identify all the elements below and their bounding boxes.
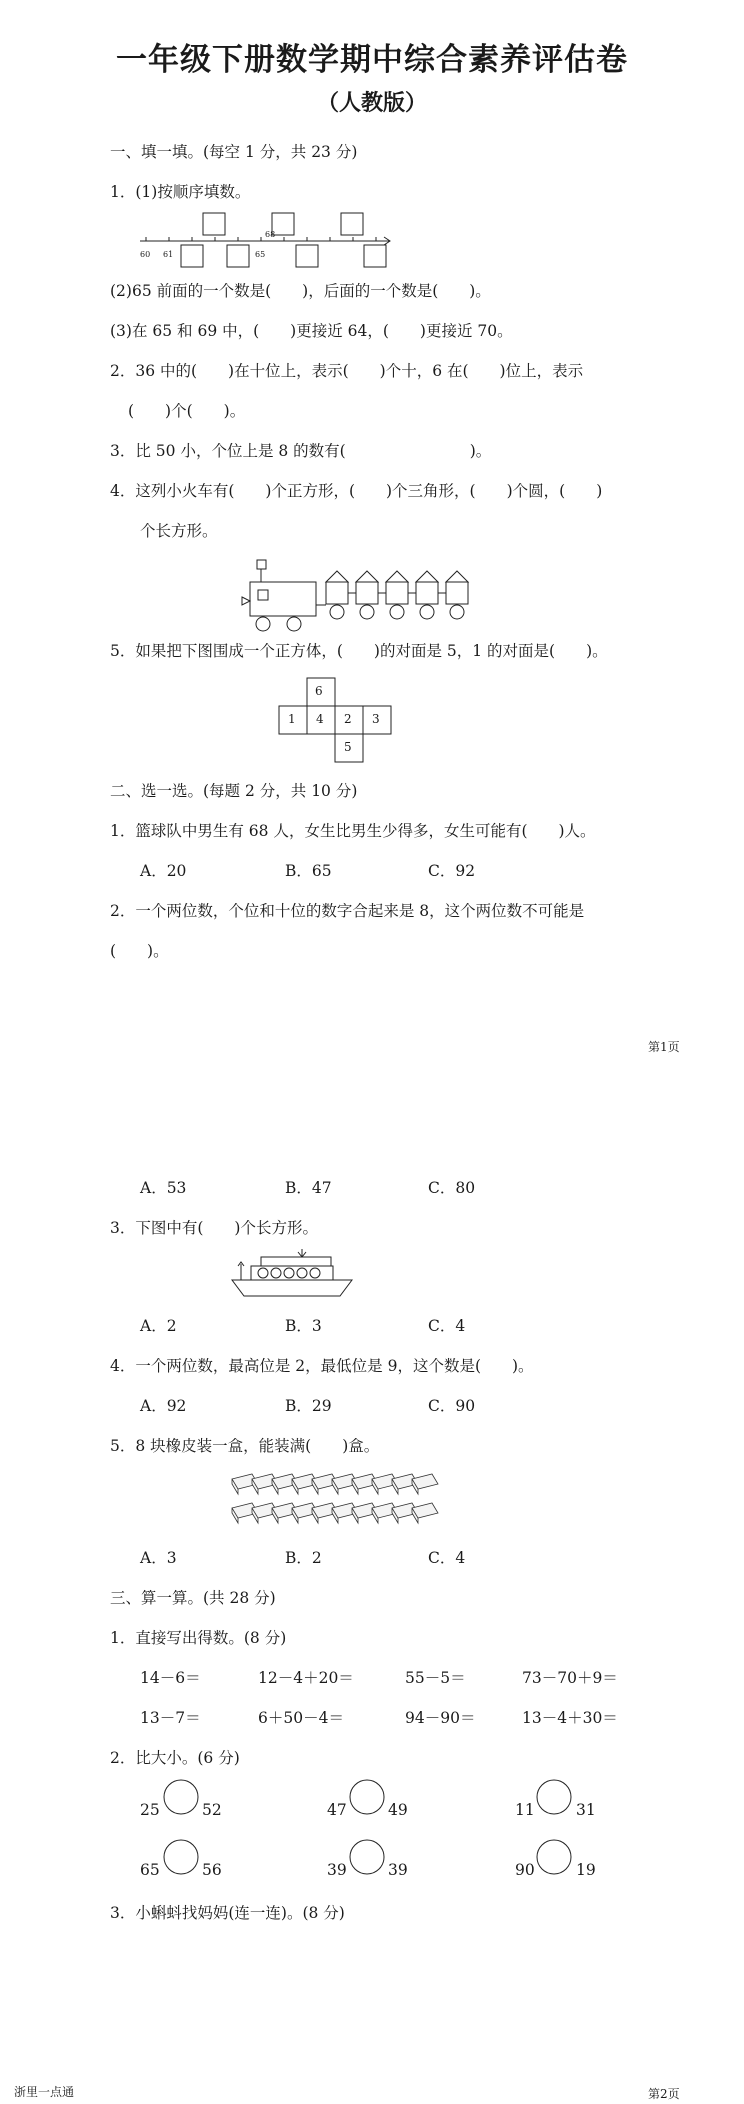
s2-q2-option-a: A．53: [140, 1179, 187, 1197]
s2-q5-option-b: B．2: [285, 1549, 322, 1567]
compare-circle: [350, 1840, 384, 1874]
s2-q4: 4．一个两位数，最高位是 2，最低位是 9，这个数是( )。: [110, 1357, 534, 1375]
s3-q3: 3．小蝌蚪找妈妈(连一连)。(8 分): [110, 1904, 345, 1922]
calc-r2-c2: 6＋50－4＝: [258, 1709, 344, 1727]
section2-heading: 二、选一选。(每题 2 分，共 10 分): [110, 782, 358, 800]
s2-q3-option-b: B．3: [285, 1317, 322, 1335]
section1-heading: 一、填一填。(每空 1 分，共 23 分): [110, 143, 358, 161]
page-subtitle: （人教版）: [316, 91, 427, 116]
s2-q5-option-c: C．4: [428, 1549, 466, 1567]
cmp-1-right: 52: [202, 1801, 222, 1819]
numberline-label-65: 65: [255, 250, 266, 259]
net-label-1: 1: [288, 712, 296, 726]
calc-r1-c4: 73－70＋9＝: [522, 1669, 618, 1687]
s1-q2-line2: ( )个( )。: [128, 402, 246, 420]
page1-footer: 第1页: [648, 1040, 680, 1054]
s2-q2-option-b: B．47: [285, 1179, 332, 1197]
s1-q4-line1: 4．这列小火车有( )个正方形，( )个三角形，( )个圆，( ): [110, 482, 603, 500]
net-label-3: 3: [372, 712, 380, 726]
s2-q5: 5．8 块橡皮装一盒，能装满( )盒。: [110, 1437, 380, 1455]
s2-q4-option-b: B．29: [285, 1397, 332, 1415]
numberline-label-60: 60: [140, 250, 151, 259]
calc-r2-c3: 94－90＝: [405, 1709, 476, 1727]
page-title: 一年级下册数学期中综合素养评估卷: [116, 42, 628, 78]
s2-q2-option-c: C．80: [428, 1179, 476, 1197]
s1-q1-part1: 1．(1)按顺序填数。: [110, 183, 251, 201]
compare-circle: [537, 1780, 571, 1814]
s2-q2-line1: 2．一个两位数，个位和十位的数字合起来是 8，这个两位数不可能是: [110, 902, 585, 920]
s2-q3-option-c: C．4: [428, 1317, 466, 1335]
s2-q4-option-a: A．92: [140, 1397, 187, 1415]
s1-q5: 5．如果把下图围成一个正方体，( )的对面是 5，1 的对面是( )。: [110, 642, 608, 660]
numberline-label-61: 61: [163, 250, 174, 259]
s1-q2-line1: 2．36 中的( )在十位上，表示( )个十，6 在( )位上，表示: [110, 362, 584, 380]
compare-circle: [164, 1840, 198, 1874]
page2-footer: 第2页: [648, 2087, 680, 2101]
net-label-5: 5: [344, 740, 352, 754]
compare-circle: [350, 1780, 384, 1814]
cmp-4-right: 56: [202, 1861, 222, 1879]
net-label-4: 4: [316, 712, 324, 726]
s1-q4-line2: 个长方形。: [140, 522, 218, 540]
calc-r1-c1: 14－6＝: [140, 1669, 201, 1687]
cmp-2-left: 47: [327, 1801, 347, 1819]
s3-q1: 1．直接写出得数。(8 分): [110, 1629, 287, 1647]
calc-r2-c1: 13－7＝: [140, 1709, 201, 1727]
cmp-4-left: 65: [140, 1861, 160, 1879]
s2-q3-option-a: A．2: [140, 1317, 177, 1335]
footer-brand: 浙里一点通: [14, 2085, 75, 2099]
s2-q1-option-b: B．65: [285, 862, 332, 880]
net-label-2: 2: [344, 712, 352, 726]
s1-q1-part2: (2)65 前面的一个数是( )，后面的一个数是( )。: [110, 282, 491, 300]
cmp-3-right: 31: [576, 1801, 596, 1819]
compare-circle: [164, 1780, 198, 1814]
s1-q1-part3: (3)在 65 和 69 中，( )更接近 64，( )更接近 70。: [110, 322, 513, 340]
cmp-6-left: 90: [515, 1861, 535, 1879]
calc-r2-c4: 13－4＋30＝: [522, 1709, 618, 1727]
s1-q3: 3．比 50 小，个位上是 8 的数有( )。: [110, 442, 492, 460]
cmp-6-right: 19: [576, 1861, 596, 1879]
cmp-1-left: 25: [140, 1801, 160, 1819]
s2-q1: 1．篮球队中男生有 68 人，女生比男生少得多，女生可能有( )人。: [110, 822, 596, 840]
calc-r1-c2: 12－4＋20＝: [258, 1669, 354, 1687]
s2-q5-option-a: A．3: [140, 1549, 177, 1567]
s2-q4-option-c: C．90: [428, 1397, 476, 1415]
calc-r1-c3: 55－5＝: [405, 1669, 466, 1687]
s2-q1-option-a: A．20: [140, 862, 187, 880]
s2-q2-line2: ( )。: [110, 942, 169, 960]
cmp-2-right: 49: [388, 1801, 408, 1819]
s2-q3: 3．下图中有( )个长方形。: [110, 1219, 318, 1237]
cmp-5-right: 39: [388, 1861, 408, 1879]
cmp-5-left: 39: [327, 1861, 347, 1879]
section3-heading: 三、算一算。(共 28 分): [110, 1589, 276, 1607]
s3-q2: 2．比大小。(6 分): [110, 1749, 240, 1767]
s2-q1-option-c: C．92: [428, 862, 476, 880]
numberline-label-68: 68: [265, 230, 276, 239]
net-label-6: 6: [315, 684, 323, 698]
cmp-3-left: 11: [515, 1801, 535, 1819]
compare-circle: [537, 1840, 571, 1874]
